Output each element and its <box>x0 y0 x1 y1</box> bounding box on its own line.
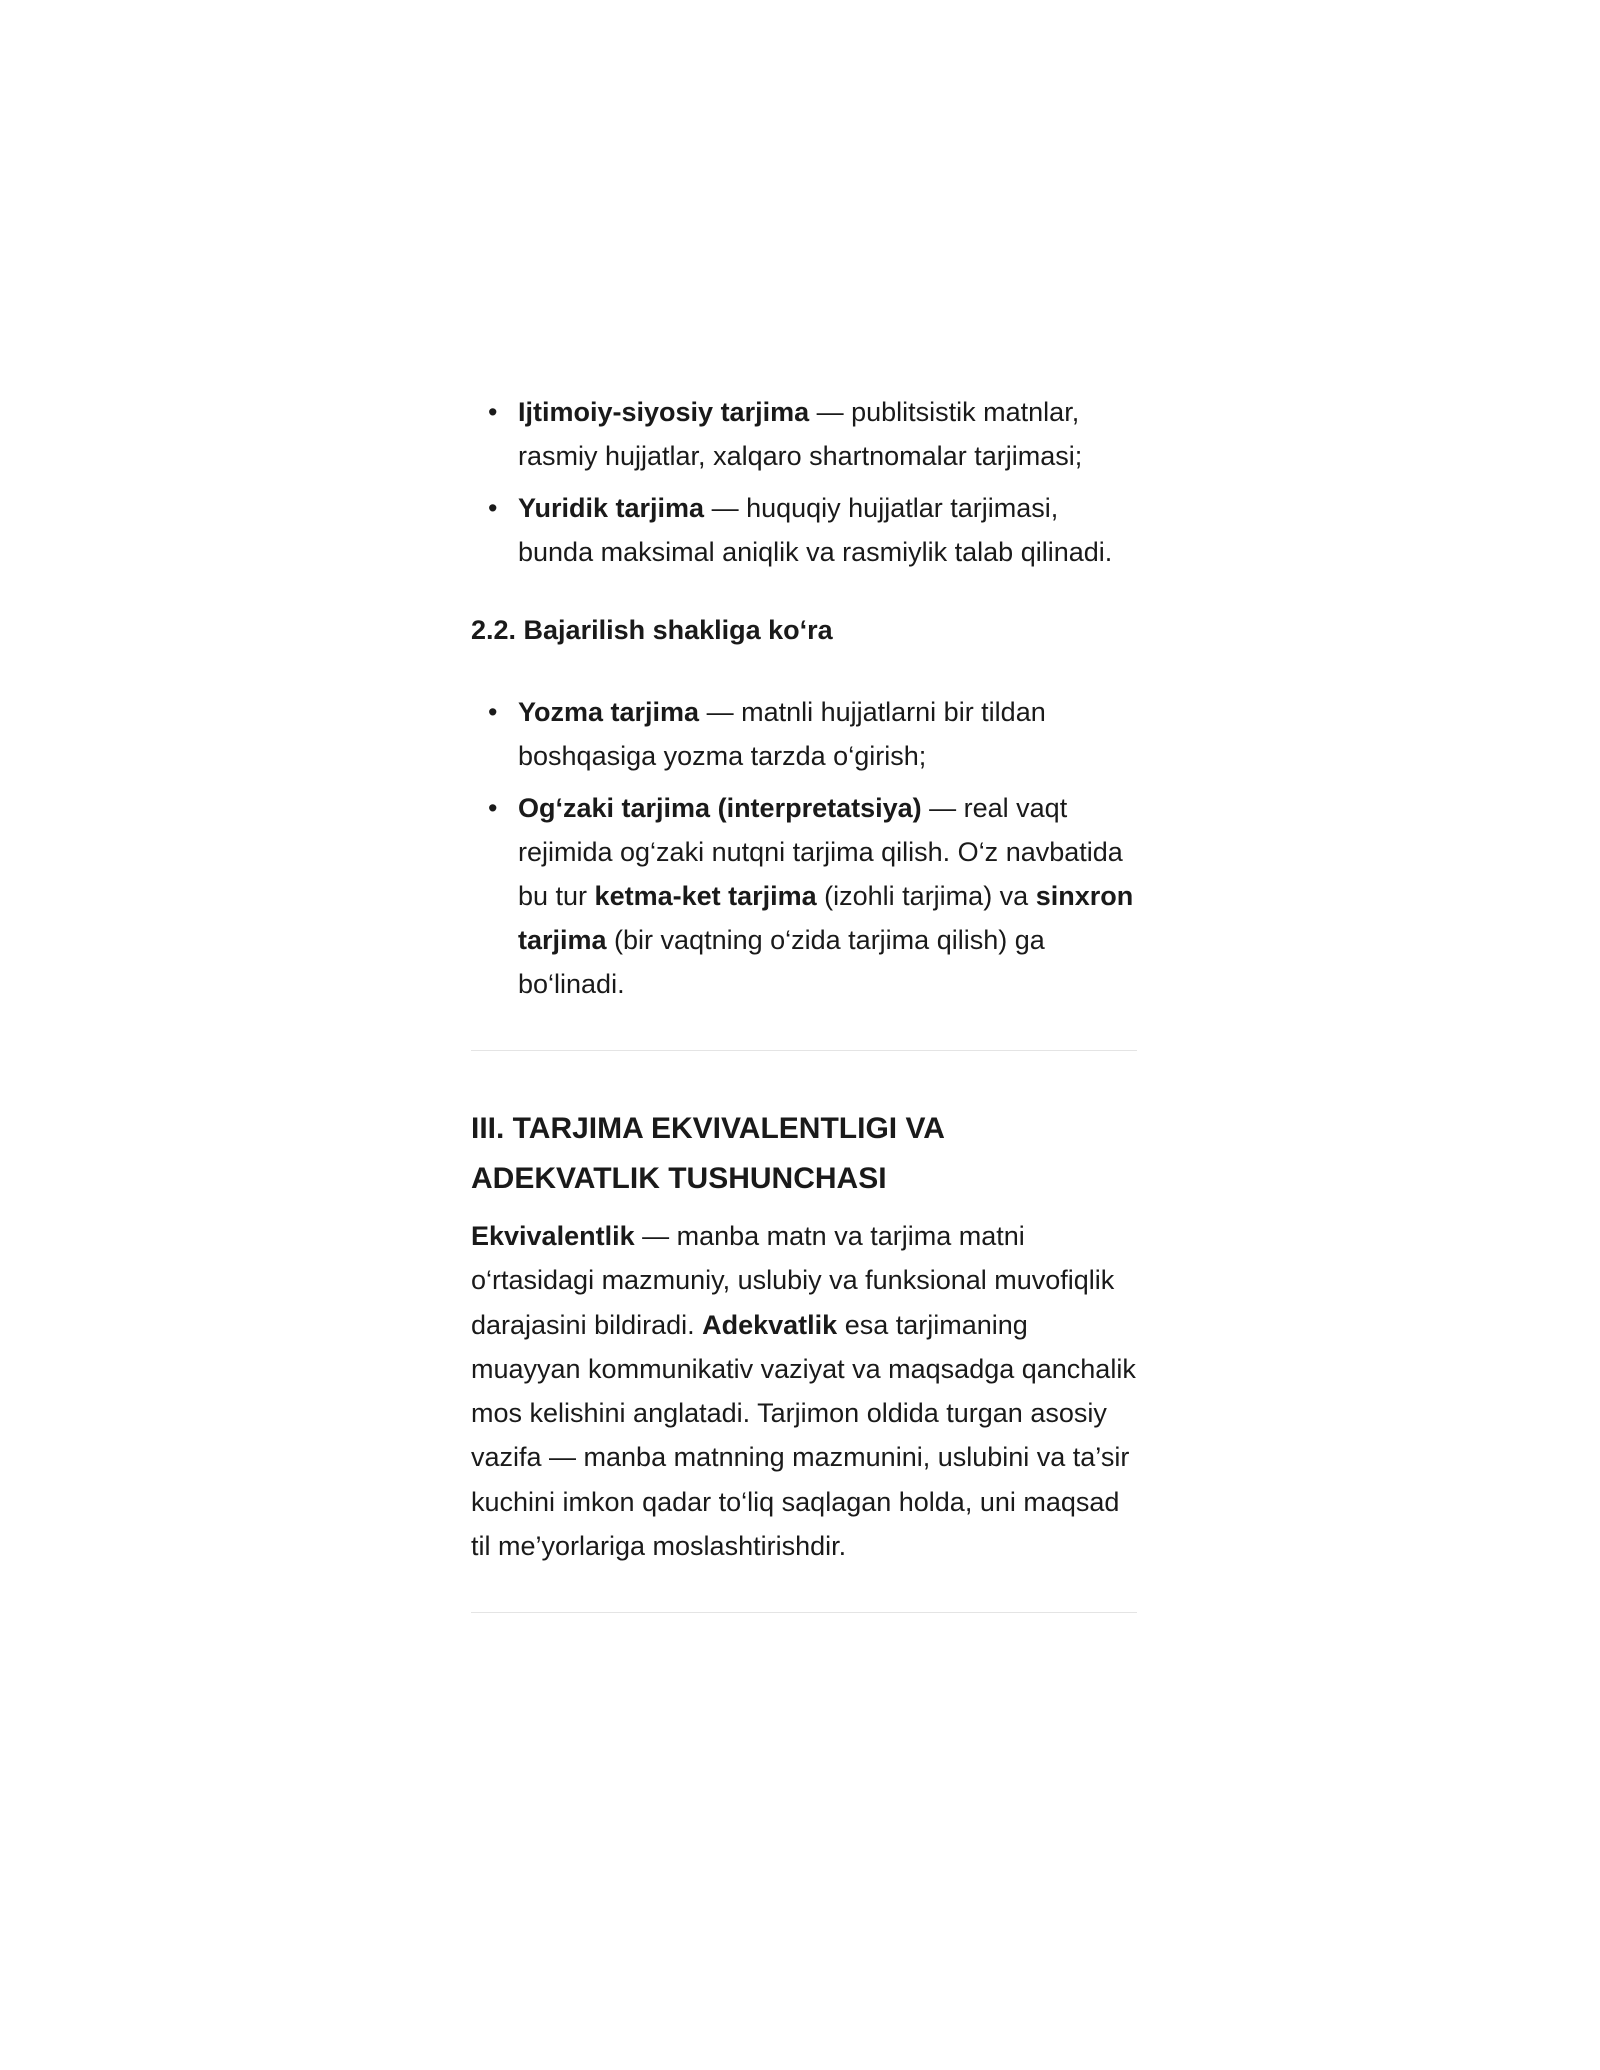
list-item-text: — huquqiy hujjatlar tarjimasi, bunda maksimal aniqlik va rasmiylik talab qilinadi. <box>518 493 1113 567</box>
list-item-term: Yozma tarjima <box>518 697 700 727</box>
list-item-term: Ijtimoiy-siyosiy tarjima <box>518 397 810 427</box>
list-item <box>471 486 1137 574</box>
list-item-text: (izohli tarjima) va <box>816 881 1036 911</box>
section-divider <box>471 1612 1137 1613</box>
document-page <box>471 390 1137 1613</box>
bullet-icon: • <box>488 397 498 427</box>
list-item <box>471 690 1137 778</box>
list-item-term: Yuridik tarjima <box>518 493 705 523</box>
translation-types-list <box>471 390 1137 574</box>
list-item-text: — publitsistik matnlar, rasmiy hujjatlar, xalqaro shartnomalar tarjimasi; <box>518 397 1083 471</box>
list-item-text: — real vaqt rejimida og‘zaki nutqni tarjima qilish. O‘z navbatida bu tur <box>518 793 1123 911</box>
bullet-icon: • <box>488 793 498 823</box>
list-item-term: Og‘zaki tarjima (interpretatsiya) <box>518 793 922 823</box>
list-item-text: — matnli hujjatlarni bir tildan boshqasiga yozma tarzda o‘girish; <box>518 697 1046 771</box>
list-item <box>471 390 1137 478</box>
section-title: III. TARJIMA EKVIVALENTLIGI VA ADEKVATLIK TUSHUNCHASI <box>471 1112 944 1195</box>
section-paragraph <box>471 1214 1137 1568</box>
list-item-text: (bir vaqtning o‘zida tarjima qilish) ga bo‘linadi. <box>518 925 1045 999</box>
subsection-heading: 2.2. Bajarilish shakliga ko‘ra <box>471 615 833 645</box>
paragraph-text: — manba matn va tarjima matni o‘rtasidagi mazmuniy, uslubiy va funksional muvofiqlik darajasini bildiradi. <box>471 1221 1115 1340</box>
paragraph-term-equivalence: Ekvivalentlik <box>471 1221 635 1251</box>
paragraph-term-adequacy: Adekvatlik <box>702 1309 838 1340</box>
bullet-icon: • <box>488 697 498 727</box>
bullet-icon: • <box>488 493 498 523</box>
execution-form-list <box>471 690 1137 1006</box>
section-divider <box>471 1050 1137 1051</box>
list-item <box>471 786 1137 1006</box>
list-item-term-consecutive: ketma-ket tarjima <box>594 881 817 911</box>
list-item-term-simultaneous: sinxron tarjima <box>518 881 1134 955</box>
paragraph-text: esa tarjimaning muayyan kommunikativ vaziyat va maqsadga qanchalik mos kelishini anglatadi. Tarjimon oldida turgan asosiy vazifa — manba matnning mazmunini, uslubini va ta’sir kuchini imkon qadar to‘liq saqlagan holda, uni maqsad til me’yorlariga moslashtirishdir. <box>471 1309 1136 1562</box>
